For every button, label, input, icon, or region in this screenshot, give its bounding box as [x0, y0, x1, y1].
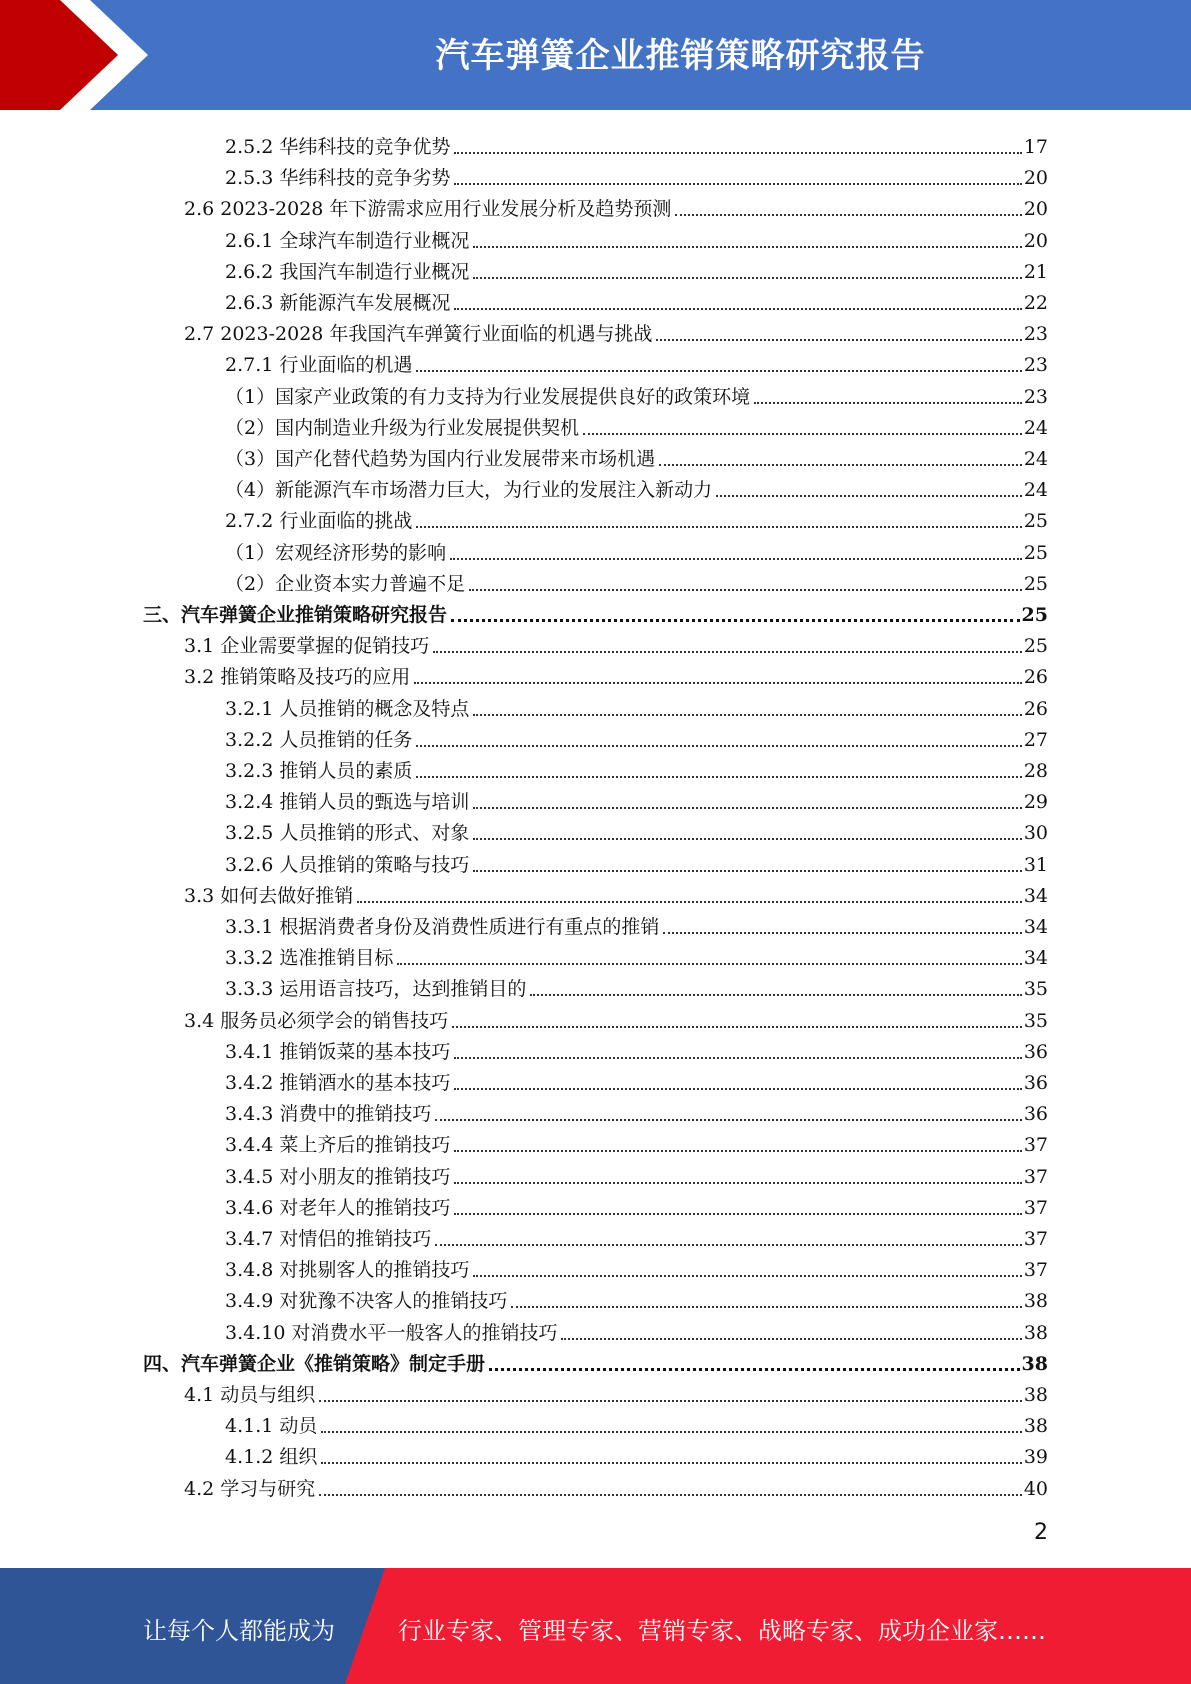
toc-entry-page: 30	[1023, 822, 1048, 845]
toc-entry-title: 3.2.3 推销人员的素质	[225, 760, 413, 782]
toc-entry-page: 34	[1023, 884, 1048, 907]
toc-dot-leader	[321, 1431, 1021, 1433]
toc-dot-leader	[450, 558, 1022, 560]
toc-dot-leader	[473, 277, 1021, 279]
toc-entry-title: 2.7.2 行业面临的挑战	[225, 510, 413, 533]
toc-entry-title: 3.3.1 根据消费者身份及消费性质进行有重点的推销	[225, 916, 660, 938]
toc-dot-leader	[435, 1119, 1021, 1121]
toc-entry[interactable]	[225, 1095, 1048, 1126]
toc-entry-title: 3.4.10 对消费水平一般客人的推销技巧	[225, 1321, 558, 1344]
toc-entry-title: 2.7 2023-2028 年我国汽车弹簧行业面临的机遇与挑战	[184, 323, 653, 346]
toc-entry-title: 3.4.3 消费中的推销技巧	[225, 1103, 432, 1126]
toc-dot-leader	[716, 495, 1022, 497]
toc-entry-page: 25	[1023, 510, 1048, 533]
toc-dot-leader	[357, 901, 1022, 903]
toc-dot-leader	[454, 1088, 1021, 1090]
toc-entry-page: 24	[1023, 416, 1048, 439]
toc-entry[interactable]	[225, 534, 1048, 565]
toc-entry[interactable]	[225, 346, 1048, 377]
toc-entry[interactable]	[184, 658, 1048, 689]
toc-entry-page: 20	[1023, 167, 1048, 190]
toc-entry[interactable]	[225, 1282, 1048, 1313]
toc-entry[interactable]	[184, 1470, 1048, 1501]
toc-entry-title: 2.7.1 行业面临的机遇	[225, 354, 413, 377]
toc-entry-title: 三、汽车弹簧企业推销策略研究报告	[143, 604, 448, 626]
toc-entry-title: （1）宏观经济形势的影响	[225, 541, 447, 564]
toc-dot-leader	[433, 651, 1022, 653]
toc-entry[interactable]	[225, 721, 1048, 752]
toc-entry-title: 4.1 动员与组织	[184, 1384, 316, 1406]
toc-entry-page: 24	[1023, 479, 1048, 502]
toc-entry-page: 38	[1021, 1352, 1048, 1375]
toc-entry-page: 35	[1023, 1009, 1048, 1032]
document-title: 汽车弹簧企业推销策略研究报告	[435, 36, 926, 76]
toc-dot-leader	[454, 308, 1021, 310]
toc-entry-page: 29	[1023, 791, 1048, 814]
toc-dot-leader	[561, 1338, 1021, 1340]
page-header	[0, 0, 1191, 110]
toc-entry[interactable]	[225, 128, 1048, 159]
toc-entry[interactable]	[225, 814, 1048, 845]
toc-entry[interactable]	[225, 222, 1048, 253]
toc-entry-page: 37	[1023, 1259, 1048, 1282]
toc-dot-leader	[319, 1494, 1022, 1496]
toc-entry-title: 3.2.6 人员推销的策略与技巧	[225, 853, 470, 876]
toc-entry-title: （1）国家产业政策的有力支持为行业发展提供良好的政策环境	[225, 385, 751, 408]
toc-dot-leader	[473, 807, 1021, 809]
toc-dot-leader	[473, 246, 1021, 248]
toc-entry-page: 38	[1023, 1384, 1048, 1406]
toc-entry[interactable]	[225, 1220, 1048, 1251]
toc-entry-page: 34	[1023, 916, 1048, 938]
toc-entry[interactable]	[184, 1002, 1048, 1033]
toc-entry-page: 21	[1023, 260, 1048, 283]
footer-slogan-right: 行业专家、管理专家、营销专家、战略专家、成功企业家……	[398, 1617, 1046, 1645]
toc-entry-title: 2.5.3 华纬科技的竞争劣势	[225, 167, 451, 190]
toc-entry[interactable]	[225, 939, 1048, 970]
toc-entry[interactable]	[225, 502, 1048, 533]
toc-entry-page: 23	[1023, 385, 1048, 408]
toc-entry-title: 3.4 服务员必须学会的销售技巧	[184, 1009, 449, 1032]
toc-entry-page: 23	[1023, 323, 1048, 346]
toc-entry-page: 39	[1023, 1446, 1048, 1469]
toc-entry[interactable]	[225, 846, 1048, 877]
toc-entry-title: （3）国产化替代趋势为国内行业发展带来市场机遇	[225, 448, 656, 470]
toc-entry[interactable]	[225, 440, 1048, 471]
toc-dot-leader	[416, 776, 1021, 778]
toc-dot-leader	[656, 339, 1021, 341]
toc-dot-leader	[454, 1182, 1021, 1184]
toc-entry[interactable]	[184, 877, 1048, 908]
toc-entry[interactable]	[143, 596, 1048, 627]
toc-entry-title: 3.4.4 菜上齐后的推销技巧	[225, 1134, 451, 1157]
toc-entry[interactable]	[225, 752, 1048, 783]
toc-dot-leader	[414, 682, 1022, 684]
page-footer	[0, 1568, 1191, 1684]
toc-entry[interactable]	[184, 1376, 1048, 1407]
toc-entry-title: 3.4.9 对犹豫不决客人的推销技巧	[225, 1290, 508, 1313]
toc-entry[interactable]	[225, 970, 1048, 1001]
toc-entry-page: 37	[1023, 1228, 1048, 1250]
toc-entry-title: 3.2.5 人员推销的形式、对象	[225, 822, 470, 845]
toc-dot-leader	[530, 994, 1021, 996]
toc-entry[interactable]	[225, 253, 1048, 284]
toc-entry-title: 3.3.2 选准推销目标	[225, 947, 394, 970]
footer-slogan-left: 让每个人都能成为	[143, 1617, 335, 1645]
toc-entry[interactable]	[225, 378, 1048, 409]
toc-entry[interactable]	[225, 908, 1048, 939]
toc-dot-leader	[416, 370, 1021, 372]
toc-entry-page: 36	[1023, 1072, 1048, 1094]
toc-dot-leader	[473, 838, 1021, 840]
toc-entry-page: 38	[1023, 1290, 1048, 1313]
toc-entry-title: 3.4.6 对老年人的推销技巧	[225, 1196, 451, 1219]
toc-dot-leader	[454, 1057, 1021, 1059]
toc-dot-leader	[473, 870, 1021, 872]
toc-entry-title: 2.5.2 华纬科技的竞争优势	[225, 136, 451, 158]
toc-entry-title: （2）国内制造业升级为行业发展提供契机	[225, 416, 580, 439]
toc-dot-leader	[454, 183, 1021, 185]
toc-dot-leader	[454, 1150, 1021, 1152]
toc-entry-title: 4.1.2 组织	[225, 1446, 318, 1469]
toc-entry-title: 3.2.1 人员推销的概念及特点	[225, 697, 470, 720]
toc-entry-page: 37	[1023, 1196, 1048, 1219]
toc-entry-page: 34	[1023, 947, 1048, 970]
toc-dot-leader	[675, 214, 1021, 216]
toc-dot-leader	[321, 1462, 1021, 1464]
toc-dot-leader	[397, 963, 1021, 965]
toc-entry-title: 3.4.2 推销酒水的基本技巧	[225, 1072, 451, 1094]
toc-entry[interactable]	[225, 1438, 1048, 1469]
toc-entry-title: 4.2 学习与研究	[184, 1477, 316, 1500]
toc-dot-leader	[663, 932, 1021, 934]
toc-entry-page: 31	[1023, 853, 1048, 876]
toc-entry-page: 25	[1023, 572, 1048, 595]
toc-entry[interactable]	[225, 690, 1048, 721]
toc-entry[interactable]	[143, 1345, 1048, 1376]
toc-dot-leader	[754, 402, 1022, 404]
toc-entry-page: 26	[1023, 697, 1048, 720]
toc-dot-leader	[489, 1368, 1020, 1371]
toc-entry-page: 28	[1023, 760, 1048, 782]
toc-entry[interactable]	[184, 315, 1048, 346]
toc-entry[interactable]	[225, 471, 1048, 502]
toc-dot-leader	[319, 1400, 1022, 1402]
toc-dot-leader	[454, 1213, 1021, 1215]
toc-entry[interactable]	[225, 1126, 1048, 1157]
toc-dot-leader	[469, 589, 1022, 591]
toc-dot-leader	[583, 433, 1022, 435]
toc-entry-title: （2）企业资本实力普遍不足	[225, 572, 466, 595]
toc-entry-page: 23	[1023, 354, 1048, 377]
toc-entry[interactable]	[225, 1158, 1048, 1189]
toc-dot-leader	[416, 526, 1021, 528]
toc-entry-title: 3.3 如何去做好推销	[184, 884, 354, 907]
toc-dot-leader	[511, 1306, 1021, 1308]
toc-entry-title: 3.4.5 对小朋友的推销技巧	[225, 1165, 451, 1188]
toc-entry-title: 3.2.2 人员推销的任务	[225, 728, 413, 751]
toc-entry-page: 37	[1023, 1134, 1048, 1157]
toc-entry-page: 25	[1023, 635, 1048, 658]
toc-entry-page: 20	[1023, 229, 1048, 252]
toc-entry-page: 36	[1023, 1103, 1048, 1126]
toc-entry-title: 四、汽车弹簧企业《推销策略》制定手册	[143, 1352, 486, 1375]
toc-entry-page: 24	[1023, 448, 1048, 470]
toc-entry-title: 2.6.3 新能源汽车发展概况	[225, 292, 451, 314]
toc-dot-leader	[454, 152, 1021, 154]
toc-entry-title: 3.1 企业需要掌握的促销技巧	[184, 635, 430, 658]
toc-entry-page: 26	[1023, 666, 1048, 689]
toc-entry[interactable]	[225, 1407, 1048, 1438]
toc-entry[interactable]	[225, 1251, 1048, 1282]
toc-entry-title: 2.6.2 我国汽车制造行业概况	[225, 260, 470, 283]
toc-dot-leader	[451, 619, 1020, 622]
toc-entry-title: 3.2.4 推销人员的甄选与培训	[225, 791, 470, 814]
toc-entry-page: 35	[1023, 978, 1048, 1001]
toc-entry[interactable]	[225, 783, 1048, 814]
toc-entry-page: 20	[1023, 198, 1048, 221]
toc-entry[interactable]	[225, 1064, 1048, 1095]
toc-entry-title: 3.2 推销策略及技巧的应用	[184, 666, 411, 689]
toc-entry-title: 4.1.1 动员	[225, 1415, 318, 1438]
page-number: 2	[1034, 1520, 1048, 1545]
toc-dot-leader	[659, 464, 1022, 466]
toc-dot-leader	[416, 745, 1021, 747]
toc-entry-title: 3.4.8 对挑剔客人的推销技巧	[225, 1259, 470, 1282]
toc-entry-page: 25	[1023, 541, 1048, 564]
toc-entry[interactable]	[225, 409, 1048, 440]
toc-entry-page: 36	[1023, 1040, 1048, 1063]
toc-entry[interactable]	[225, 159, 1048, 190]
toc-entry-page: 17	[1023, 136, 1048, 158]
toc-entry[interactable]	[225, 1033, 1048, 1064]
toc-dot-leader	[473, 1275, 1021, 1277]
toc-entry-page: 38	[1023, 1415, 1048, 1438]
toc-dot-leader	[435, 1244, 1021, 1246]
toc-entry[interactable]	[225, 1314, 1048, 1345]
toc-entry-title: （4）新能源汽车市场潜力巨大，为行业的发展注入新动力	[225, 479, 713, 502]
toc-entry-title: 3.4.1 推销饭菜的基本技巧	[225, 1040, 451, 1063]
toc-entry-title: 2.6.1 全球汽车制造行业概况	[225, 229, 470, 252]
toc-entry-title: 3.3.3 运用语言技巧，达到推销目的	[225, 978, 527, 1001]
toc-entry-page: 25	[1021, 604, 1048, 626]
toc-entry-page: 40	[1023, 1477, 1048, 1500]
toc-entry[interactable]	[184, 190, 1048, 221]
toc-entry[interactable]	[184, 627, 1048, 658]
toc-entry[interactable]	[225, 284, 1048, 315]
toc-entry-title: 2.6 2023-2028 年下游需求应用行业发展分析及趋势预测	[184, 198, 672, 221]
toc-entry[interactable]	[225, 565, 1048, 596]
toc-entry-page: 37	[1023, 1165, 1048, 1188]
toc-dot-leader	[473, 714, 1021, 716]
toc-entry-page: 22	[1023, 292, 1048, 314]
toc-entry[interactable]	[225, 1189, 1048, 1220]
toc-dot-leader	[452, 1026, 1022, 1028]
toc-entry-page: 38	[1023, 1321, 1048, 1344]
toc-entry-page: 27	[1023, 728, 1048, 751]
toc-entry-title: 3.4.7 对情侣的推销技巧	[225, 1228, 432, 1250]
